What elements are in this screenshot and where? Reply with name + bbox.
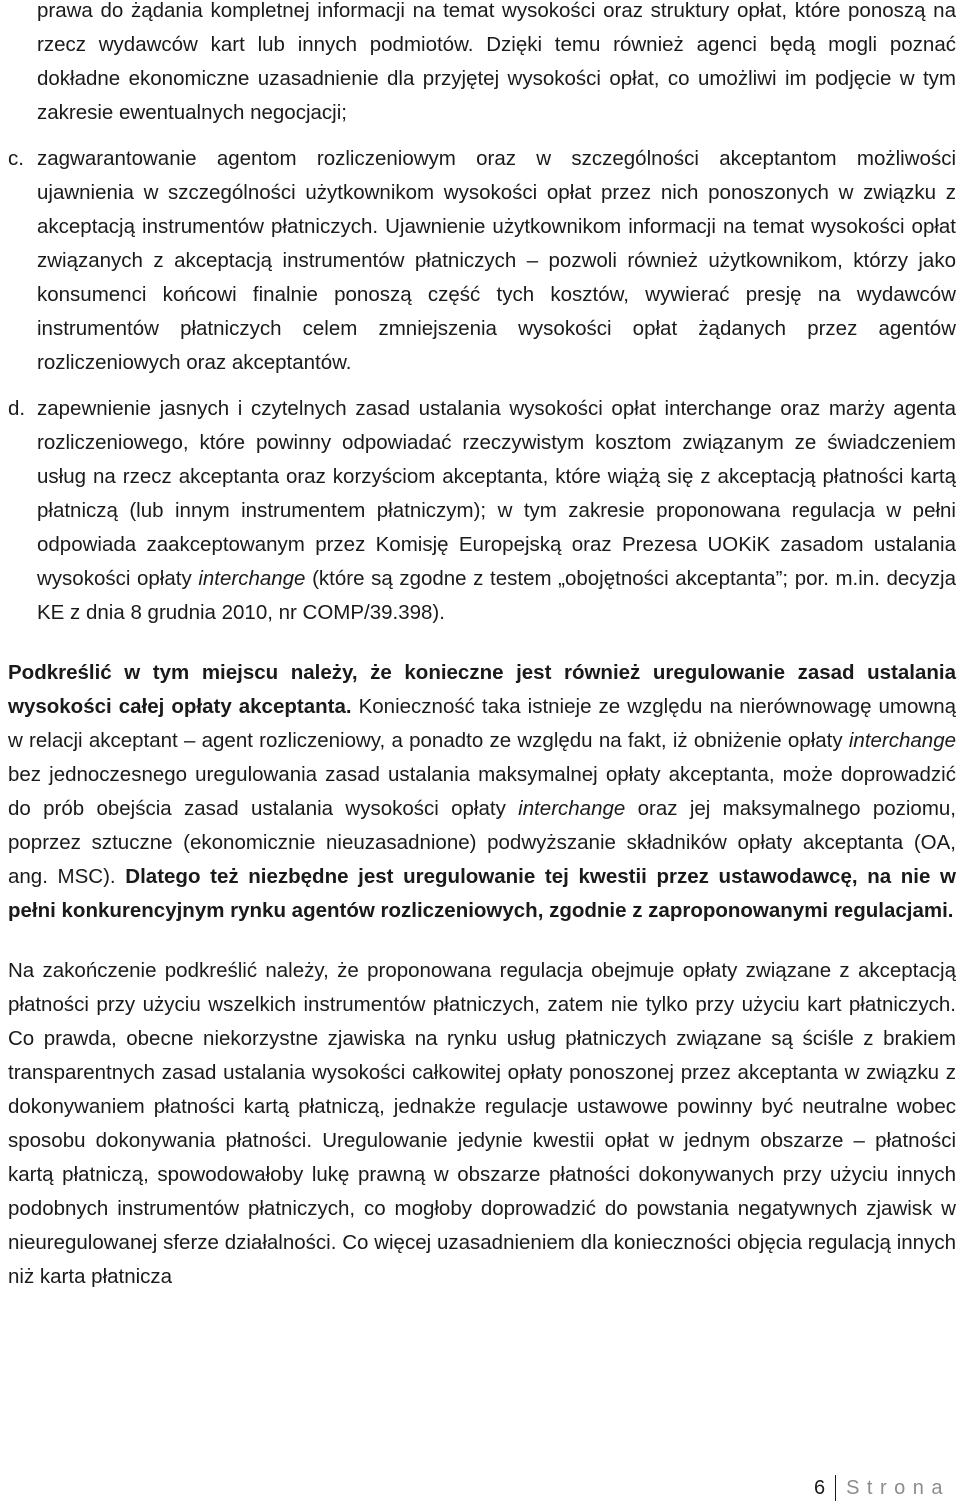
list-item-text: (które są zgodne z testem „obojętności akceptanta”; por. m.in. decyzja KE z dnia 8 grudnia 2010, nr COMP/39.398). [37, 567, 957, 624]
page-label: Strona [846, 1477, 950, 1499]
list-item-text: zapewnienie jasnych i czytelnych zasad ustalania wysokości opłat interchange oraz marży agenta rozliczeniowego, które powinny odpowiadać rzeczywistym kosztom związanym ze świadczeniem usług na rzecz akceptanta oraz korzyściom akceptanta, które wiążą się z akceptacją płatności kartą płatniczą (lub innym instrumentem płatniczym); w tym zakresie proponowana regulacja w pełni odpowiada zaakceptowanym przez Komisję Europejską oraz Prezesa UOKiK zasadom ustalania wysokości opłaty [37, 397, 956, 590]
paragraph-text: Na zakończenie podkreślić należy, że proponowana regulacja obejmuje opłaty związane z akceptacją płatności przy użyciu wszelkich instrumentów płatniczych, zatem nie tylko przy użyciu kart płatniczych. Co prawda, obecne niekorzystne zjawiska na rynku usług płatniczych związane są ściśle z brakiem transparentnych zasad ustalania wysokości całkowitej opłaty ponoszonej przez akceptanta w związku z dokonywaniem płatności kartą płatniczą, jednakże regulacje ustawowe powinny być neutralne wobec sposobu dokonywania płatności. Uregulowanie jedynie kwestii opłat w jednym obszarze – płatności kartą płatniczą, spowodowałoby lukę prawną w obszarze płatności dokonywanych przy użyciu innych podobnych instrumentów płatniczych, co mogłoby doprowadzić do powstania negatywnych zjawisk w nieuregulowanej sferze działalności. Co więcej uzasadnieniem dla konieczności objęcia regulacją innych niż karta płatnicza [8, 959, 956, 1288]
page-number: 6 [813, 1477, 826, 1499]
page-footer [814, 1474, 950, 1502]
list-marker: c. [8, 147, 24, 170]
list-item-text: zagwarantowanie agentom rozliczeniowym oraz w szczególności akceptantom możliwości ujawnienia w szczególności użytkownikom wysokości opłat przez nich ponoszonych w związku z akceptacją instrumentów płatniczych. Ujawnienie użytkownikom informacji na temat wysokości opłat związanych z akceptacją instrumentów płatniczych – pozwoli również użytkownikom, którzy jako konsumenci końcowi finalnie ponoszą część tych kosztów, wywierać presję na wydawców instrumentów płatniczych celem zmniejszenia wysokości opłat żądanych przez agentów rozliczeniowych oraz akceptantów. [37, 147, 956, 374]
footer-divider [835, 1475, 836, 1501]
italic-term: interchange [198, 567, 306, 590]
paragraph-acceptant-fee [8, 656, 956, 928]
paragraph-text: bez jednoczesnego uregulowania zasad ustalania maksymalnej opłaty akceptanta, może doprowadzić do prób obejścia zasad ustalania wysokości opłaty [8, 763, 956, 820]
list-item-d [8, 392, 956, 630]
list-item-c [8, 142, 956, 380]
bold-statement: Podkreślić w tym miejscu należy, że konieczne jest również uregulowanie zasad ustalania wysokości całej opłaty akceptanta. [8, 661, 956, 718]
paragraph-text: oraz jej maksymalnego poziomu, poprzez sztuczne (ekonomicznie nieuzasadnione) podwyższanie składników opłaty akceptanta (OA, ang. MSC). [8, 797, 957, 888]
bold-statement: Dlatego też niezbędne jest uregulowanie tej kwestii przez ustawodawcę, na nie w pełni konkurencyjnym rynku agentów rozliczeniowych, zgodnie z zaproponowanymi regulacjami. [8, 865, 956, 922]
italic-term: interchange [848, 729, 956, 752]
paragraph-conclusion [8, 954, 956, 1294]
document-page [8, 0, 956, 1294]
list-marker: d. [8, 397, 26, 420]
list-item-b-continuation [8, 0, 956, 130]
list-item-text: prawa do żądania kompletnej informacji na temat wysokości oraz struktury opłat, które ponoszą na rzecz wydawców kart lub innych podmiotów. Dzięki temu również agenci będą mogli poznać dokładne ekonomiczne uzasadnienie dla przyjętej wysokości opłat, co umożliwi im podjęcie w tym zakresie ewentualnych negocjacji; [37, 0, 956, 124]
italic-term: interchange [518, 797, 626, 820]
paragraph-text: Konieczność taka istnieje ze względu na nierównowagę umowną w relacji akceptant – agent rozliczeniowy, a ponadto ze względu na fakt, iż obniżenie opłaty [8, 695, 956, 752]
